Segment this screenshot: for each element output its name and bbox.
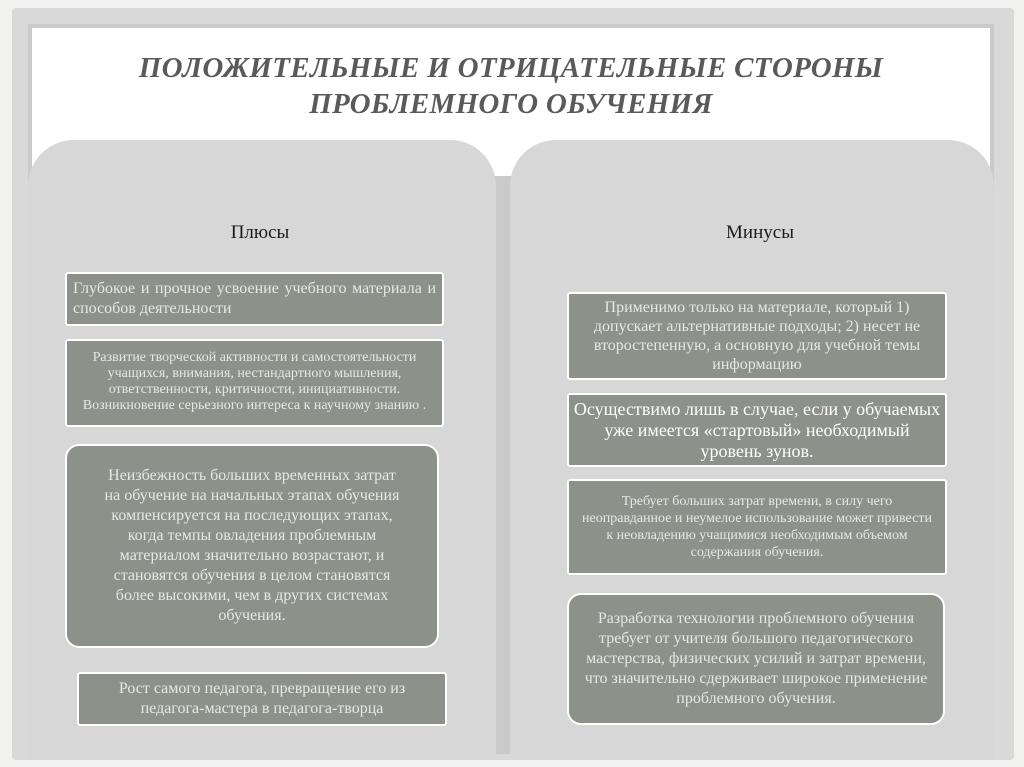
- plus-item-text: Рост самого педагога, превращение его из педагога-мастера в педагога-творца: [118, 680, 406, 717]
- plus-item: [65, 272, 444, 326]
- plus-item: [65, 339, 444, 427]
- plus-heading: Плюсы: [230, 222, 290, 243]
- plus-item: [65, 444, 439, 648]
- minus-item: [567, 292, 947, 380]
- minus-item: [567, 593, 945, 725]
- minus-item: [567, 479, 947, 575]
- plus-item-text: Развитие творческой активности и самостоятельности учащихся, внимания, нестандартного мышления, ответственности, критичности, инициативности. Возникновение серьезного интереса к научному знанию .: [82, 350, 427, 413]
- minus-item-text: Разработка технологии проблемного обучения требует от учителя большого педагогического мастерства, физических усилий и затрат времени, что значительно сдерживает широкое применение проблемного обучения.: [584, 610, 928, 707]
- minus-heading: Минусы: [726, 222, 794, 243]
- plus-item: [77, 672, 447, 726]
- minus-item-text: Применимо только на материале, который 1) допускает альтернативные подходы; 2) несет не второстепенную, а основную для учебной темы информацию: [593, 299, 921, 373]
- minus-item-text: Требует больших затрат времени, в силу чего неоправданное и неумелое использование может привести к неовладению учащимися необходимым объемом содержания обучения.: [582, 494, 932, 560]
- minus-item-text: Осуществимо лишь в случае, если у обучаемых уже имеется «стартовый» необходимый уровень зунов.: [573, 398, 941, 461]
- plus-item-text: Глубокое и прочное усвоение учебного материала и способов деятельности: [73, 280, 436, 317]
- plus-item-text: Неизбежность больших временных затрат на обучение на начальных этапах обучения компенсируется на последующих этапах, когда темпы овладения проблемным материалом значительно возрастают, и становятся обучения в целом становятся более высокими, чем в других системах обучения.: [104, 467, 400, 624]
- slide-title: ПОЛОЖИТЕЛЬНЫЕ И ОТРИЦАТЕЛЬНЫЕ СТОРОНЫ ПРОБЛЕМНОГО ОБУЧЕНИЯ: [138, 52, 884, 120]
- minus-item: [567, 393, 947, 467]
